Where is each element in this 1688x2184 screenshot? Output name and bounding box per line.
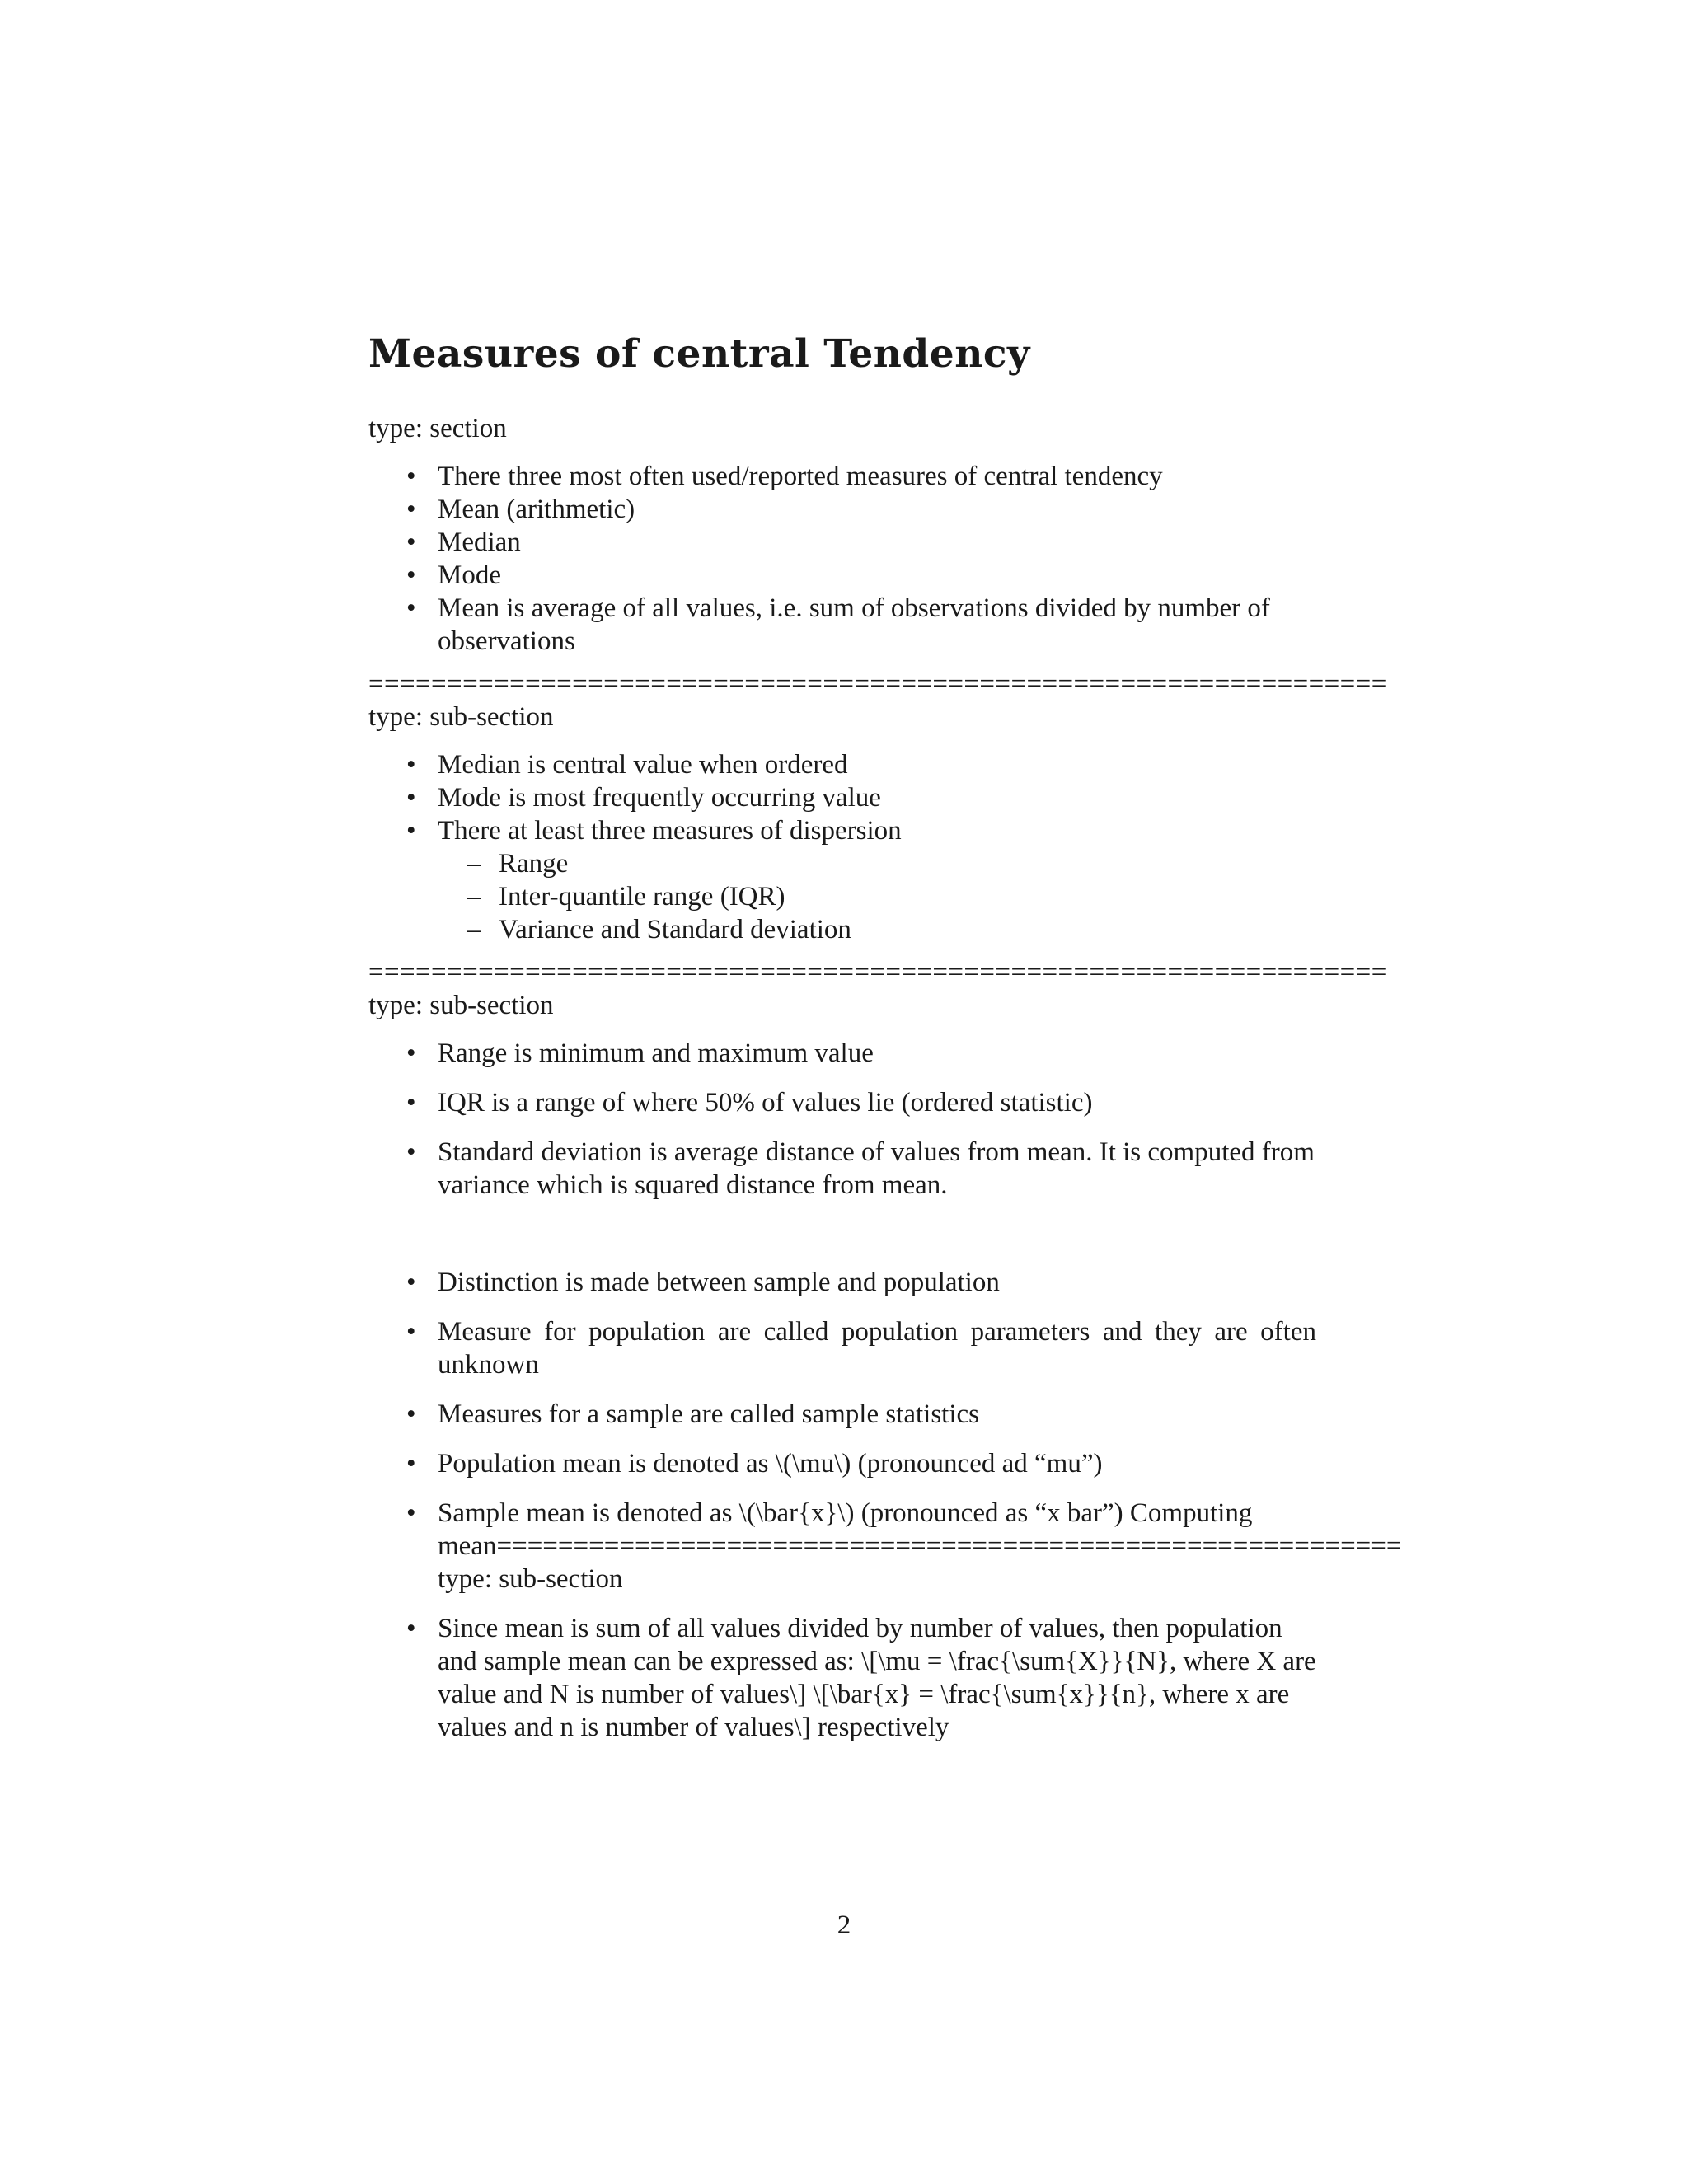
section-type-label: type: sub-section (368, 991, 554, 1020)
sample-mean-text: Sample mean is denoted as \(\bar{x}\) (pronounced as “x bar”) Computing mean (438, 1498, 1253, 1561)
section-type-label: type: sub-section (368, 702, 554, 732)
list-item-label: There at least three measures of dispersion (438, 816, 902, 846)
section-type-label: type: section (368, 414, 507, 443)
list-item: • Median (438, 526, 1316, 559)
list-item (438, 814, 1316, 946)
document-body (368, 330, 1402, 1760)
page-title: Measures of central Tendency (368, 331, 1030, 377)
sub-list-item: – Inter-quantile range (IQR) (499, 880, 1316, 913)
list-item (438, 1497, 1402, 1596)
paragraph-gap (368, 1218, 1316, 1251)
list-item: • IQR is a range of where 50% of values lie (ordered statistic) (438, 1086, 1386, 1119)
list-item: • Mean (arithmetic) (438, 493, 1316, 526)
list-item: • Range is minimum and maximum value (438, 1037, 1386, 1070)
inline-separator-rule: =========================================================== (496, 1531, 1402, 1561)
section3-list-b (368, 1266, 1402, 1744)
dispersion-sublist (438, 847, 1316, 946)
section3-list-a (368, 1037, 1386, 1202)
list-item: • There three most often used/reported measures of central tendency (438, 460, 1316, 493)
section1-list (368, 460, 1316, 658)
inner-type-label: type: sub-section (438, 1564, 623, 1594)
page-number: 2 (837, 1910, 851, 1940)
list-item: • Standard deviation is average distance of values from mean. It is computed from variance which is squared distance from mean. (438, 1136, 1316, 1202)
list-item: • Measures for a sample are called sample statistics (438, 1398, 1316, 1431)
list-item: • Median is central value when ordered (438, 748, 1316, 781)
separator-rule: ================================================================= (368, 958, 1387, 987)
list-item: • Distinction is made between sample and population (438, 1266, 1316, 1299)
list-item: • Population mean is denoted as \(\mu\) (pronounced ad “mu”) (438, 1447, 1316, 1480)
list-item: • Measure for population are called population parameters and they are often unknown (438, 1315, 1316, 1381)
list-item: • Since mean is sum of all values divided by number of values, then population and sample mean can be expressed as: \[\mu = \frac{\sum{X}}{N}, where X are value and N is number of values\] \[\bar{x} = \frac{\sum{x}}{n}, where x are values and n is number of values\] respectively (438, 1612, 1316, 1744)
sub-list-item: – Variance and Standard deviation (499, 913, 1316, 946)
list-item: • Mode (438, 559, 1311, 592)
list-item: • Mean is average of all values, i.e. sum of observations divided by number of observations (438, 592, 1311, 658)
separator-rule: ================================================================= (368, 669, 1387, 699)
list-item: • Mode is most frequently occurring value (438, 781, 1316, 814)
sub-list-item: – Range (499, 847, 1316, 880)
section2-list (368, 748, 1316, 946)
